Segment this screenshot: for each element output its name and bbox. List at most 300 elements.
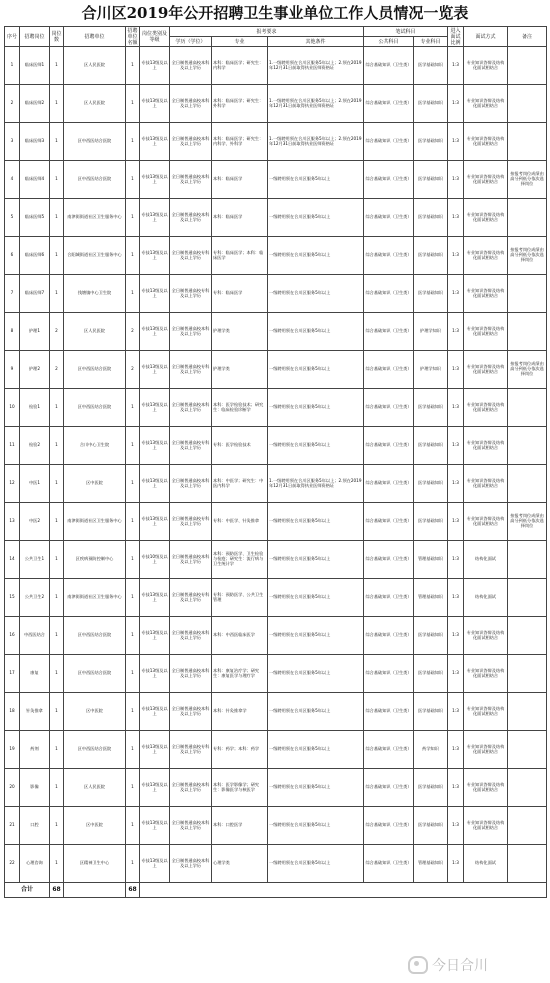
table-row: [5, 655, 547, 693]
cell-position: 公共卫生1: [20, 541, 50, 579]
cell-post-count: 2: [50, 313, 64, 351]
cell-post-count: 1: [50, 845, 64, 883]
cell-position: 临床医师4: [20, 161, 50, 199]
cell-public-subject: 综合基础知识（卫生类）: [364, 275, 414, 313]
cell-post-count: 1: [50, 161, 64, 199]
cell-post-count: 1: [50, 427, 64, 465]
cell-unit-count: 1: [126, 199, 140, 237]
cell-ratio: 1:3: [448, 693, 464, 731]
cell-seq: 16: [5, 617, 20, 655]
cell-major-subject: 护理学知识: [414, 351, 448, 389]
cell-public-subject: 综合基础知识（卫生类）: [364, 85, 414, 123]
cell-seq: 9: [5, 351, 20, 389]
cell-other: 一级聘用须在合川区服务5年以上: [268, 541, 364, 579]
cell-public-subject: 综合基础知识（卫生类）: [364, 427, 414, 465]
cell-interview: 专业知识答辩及结构化面试相结合: [464, 427, 508, 465]
cell-education: 全日制普通高校本科及以上学历: [170, 161, 212, 199]
cell-unit: 区中西医结合医院: [64, 123, 126, 161]
cell-interview: 结构化面试: [464, 845, 508, 883]
cell-remarks: [508, 541, 547, 579]
cell-other: 一级聘用须在合川区服务5年以上: [268, 769, 364, 807]
cell-education: 全日制普通高校本科及以上学历: [170, 85, 212, 123]
cell-position: 临床医师7: [20, 275, 50, 313]
cell-major: 本科：中西医临床医学: [212, 617, 268, 655]
header-unit-count: 招聘单位名额: [127, 27, 138, 46]
cell-unit: 区中西医结合医院: [64, 389, 126, 427]
cell-interview: 结构化面试: [464, 579, 508, 617]
cell-education: 全日制普通高校本科及以上学历: [170, 617, 212, 655]
cell-public-subject: 综合基础知识（卫生类）: [364, 503, 414, 541]
header-post-count: 岗位数: [50, 27, 64, 47]
cell-major: 专科：医学检验技术: [212, 427, 268, 465]
cell-position: 康复: [20, 655, 50, 693]
header-requirements: 报考要求: [170, 27, 364, 37]
table-row: [5, 541, 547, 579]
cell-public-subject: 综合基础知识（卫生类）: [364, 389, 414, 427]
cell-seq: 6: [5, 237, 20, 275]
cell-post-count: 1: [50, 237, 64, 275]
cell-major-subject: 药学知识: [414, 731, 448, 769]
cell-unit: 区中医院: [64, 807, 126, 845]
cell-remarks: 按报考岗位成绩由高分到低分依次选择岗位: [508, 161, 547, 199]
cell-major: 本科：针灸推拿学: [212, 693, 268, 731]
cell-major-subject: 管理基础知识: [414, 845, 448, 883]
cell-other: 一级聘用须在合川区服务5年以上: [268, 693, 364, 731]
cell-post-count: 1: [50, 123, 64, 161]
cell-unit: 区人民医院: [64, 769, 126, 807]
table-row: [5, 313, 547, 351]
total-label: 合计: [5, 883, 50, 898]
header-seq: 序号: [5, 27, 20, 47]
cell-education: 全日制普通高校本科及以上学历: [170, 845, 212, 883]
cell-major: 本科：临床医学；研究生：内科学: [212, 47, 268, 85]
cell-unit-count: 1: [126, 731, 140, 769]
cell-seq: 7: [5, 275, 20, 313]
cell-remarks: 按报考岗位成绩由高分到低分依次选择岗位: [508, 237, 547, 275]
cell-seq: 21: [5, 807, 20, 845]
cell-position: 临床医师1: [20, 47, 50, 85]
cell-unit: 区中医院: [64, 693, 126, 731]
cell-public-subject: 综合基础知识（卫生类）: [364, 655, 414, 693]
cell-major: 本科：临床医学: [212, 199, 268, 237]
table-row: [5, 845, 547, 883]
header-unit: 招聘单位: [64, 27, 126, 47]
cell-unit-count: 1: [126, 389, 140, 427]
cell-remarks: [508, 807, 547, 845]
cell-category: 专技13级及以上: [140, 731, 170, 769]
cell-unit-count: 1: [126, 237, 140, 275]
cell-public-subject: 综合基础知识（卫生类）: [364, 807, 414, 845]
cell-unit: 区中西医结合医院: [64, 161, 126, 199]
cell-major: 本科：医学检验技术；研究生：临床检验诊断学: [212, 389, 268, 427]
cell-category: 专技13级及以上: [140, 47, 170, 85]
cell-other: 一级聘用须在合川区服务5年以上: [268, 351, 364, 389]
table-row: [5, 47, 547, 85]
cell-other: 一级聘用须在合川区服务5年以上: [268, 731, 364, 769]
cell-post-count: 1: [50, 465, 64, 503]
page-title: 合川区2019年公开招聘卫生事业单位工作人员情况一览表: [81, 4, 469, 22]
cell-major-subject: 医学基础知识: [414, 47, 448, 85]
cell-interview: 专业知识答辩及结构化面试相结合: [464, 503, 508, 541]
cell-interview: 专业知识答辩及结构化面试相结合: [464, 617, 508, 655]
cell-major-subject: 医学基础知识: [414, 161, 448, 199]
cell-education: 全日制普通高校专科及以上学历: [170, 351, 212, 389]
cell-category: 专技13级及以上: [140, 579, 170, 617]
cell-seq: 22: [5, 845, 20, 883]
cell-ratio: 1:3: [448, 199, 464, 237]
table-body: [5, 47, 547, 883]
table-row: [5, 731, 547, 769]
cell-position: 临床医师3: [20, 123, 50, 161]
cell-education: 全日制普通高校本科及以上学历: [170, 199, 212, 237]
cell-interview: 专业知识答辩及结构化面试相结合: [464, 47, 508, 85]
header-remarks: 备注: [508, 27, 547, 47]
cell-major: 本科：预防医学、卫生检验与检疫；研究生：流行病与卫生统计学: [212, 541, 268, 579]
cell-seq: 1: [5, 47, 20, 85]
cell-post-count: 1: [50, 807, 64, 845]
cell-post-count: 1: [50, 769, 64, 807]
table-row: [5, 123, 547, 161]
cell-major: 专科：预防医学、公共卫生管理: [212, 579, 268, 617]
cell-unit: 区中西医结合医院: [64, 617, 126, 655]
cell-unit: 区人民医院: [64, 47, 126, 85]
cell-post-count: 1: [50, 731, 64, 769]
cell-position: 护理2: [20, 351, 50, 389]
cell-position: 护理1: [20, 313, 50, 351]
table-row: [5, 465, 547, 503]
cell-major: 本科：口腔医学: [212, 807, 268, 845]
table-row: [5, 85, 547, 123]
cell-remarks: [508, 465, 547, 503]
cell-major: 护理学类: [212, 313, 268, 351]
cell-position: 口腔: [20, 807, 50, 845]
cell-ratio: 1:3: [448, 503, 464, 541]
cell-education: 全日制普通高校本科及以上学历: [170, 47, 212, 85]
cell-seq: 5: [5, 199, 20, 237]
header-major-subject: 专业科目: [414, 37, 448, 47]
cell-interview: 专业知识答辩及结构化面试相结合: [464, 389, 508, 427]
cell-other: 一级聘用须在合川区服务5年以上: [268, 427, 364, 465]
table-row: [5, 503, 547, 541]
cell-major-subject: 医学基础知识: [414, 769, 448, 807]
cell-public-subject: 综合基础知识（卫生类）: [364, 123, 414, 161]
cell-unit: 南津街街道社区卫生服务中心: [64, 503, 126, 541]
header-exam: 笔试科目: [364, 27, 448, 37]
total-spacer: [140, 883, 547, 898]
cell-other: 一级聘用须在合川区服务5年以上: [268, 845, 364, 883]
cell-public-subject: 综合基础知识（卫生类）: [364, 199, 414, 237]
cell-other: 一级聘用须在合川区服务5年以上: [268, 161, 364, 199]
cell-seq: 18: [5, 693, 20, 731]
cell-ratio: 1:3: [448, 807, 464, 845]
cell-interview: 专业知识答辩及结构化面试相结合: [464, 769, 508, 807]
cell-major-subject: 医学基础知识: [414, 617, 448, 655]
cell-unit-count: 1: [126, 807, 140, 845]
recruitment-table: [4, 26, 547, 898]
cell-major-subject: 管理基础知识: [414, 579, 448, 617]
cell-other: 1.一级聘用须在合川区服务5年以上；2.须在2019年12月31日前取得执业医师资格证: [268, 465, 364, 503]
cell-ratio: 1:3: [448, 541, 464, 579]
cell-remarks: [508, 313, 547, 351]
cell-post-count: 2: [50, 351, 64, 389]
cell-category: 专技13级及以上: [140, 237, 170, 275]
cell-category: 专技13级及以上: [140, 351, 170, 389]
cell-seq: 11: [5, 427, 20, 465]
cell-unit: 合川中心卫生院: [64, 427, 126, 465]
header-public-subject: 公共科目: [364, 37, 414, 47]
cell-unit-count: 2: [126, 351, 140, 389]
cell-remarks: [508, 427, 547, 465]
cell-seq: 4: [5, 161, 20, 199]
cell-category: 专技13级及以上: [140, 313, 170, 351]
cell-major-subject: 医学基础知识: [414, 503, 448, 541]
cell-seq: 13: [5, 503, 20, 541]
cell-ratio: 1:3: [448, 161, 464, 199]
cell-public-subject: 综合基础知识（卫生类）: [364, 351, 414, 389]
cell-unit: 区人民医院: [64, 313, 126, 351]
cell-unit-count: 1: [126, 123, 140, 161]
cell-interview: 专业知识答辩及结构化面试相结合: [464, 655, 508, 693]
cell-public-subject: 综合基础知识（卫生类）: [364, 693, 414, 731]
cell-education: 全日制普通高校本科及以上学历: [170, 389, 212, 427]
total-row: [5, 883, 547, 898]
cell-remarks: [508, 579, 547, 617]
watermark-text: 今日合川: [432, 958, 488, 974]
cell-public-subject: 综合基础知识（卫生类）: [364, 579, 414, 617]
header-other: 其他条件: [268, 37, 364, 47]
cell-category: 专技13级及以上: [140, 807, 170, 845]
cell-education: 全日制普通高校本科及以上学历: [170, 123, 212, 161]
cell-interview: 专业知识答辩及结构化面试相结合: [464, 275, 508, 313]
cell-seq: 10: [5, 389, 20, 427]
cell-other: 一级聘用须在合川区服务5年以上: [268, 579, 364, 617]
cell-remarks: [508, 655, 547, 693]
header-major: 专业: [212, 37, 268, 47]
cell-unit-count: 1: [126, 275, 140, 313]
cell-interview: 专业知识答辩及结构化面试相结合: [464, 161, 508, 199]
cell-unit: 南津街街道社区卫生服务中心: [64, 579, 126, 617]
cell-other: 一级聘用须在合川区服务5年以上: [268, 237, 364, 275]
cell-unit-count: 1: [126, 47, 140, 85]
cell-education: 全日制普通高校专科及以上学历: [170, 275, 212, 313]
cell-post-count: 1: [50, 503, 64, 541]
header-interview: 面试方式: [464, 27, 508, 47]
cell-category: 专技13级及以上: [140, 845, 170, 883]
cell-education: 全日制普通高校专科及以上学历: [170, 503, 212, 541]
cell-interview: 专业知识答辩及结构化面试相结合: [464, 123, 508, 161]
cell-major-subject: 医学基础知识: [414, 655, 448, 693]
cell-other: 一级聘用须在合川区服务5年以上: [268, 389, 364, 427]
cell-education: 全日制普通高校本科及以上学历: [170, 693, 212, 731]
cell-public-subject: 综合基础知识（卫生类）: [364, 731, 414, 769]
cell-major-subject: 医学基础知识: [414, 427, 448, 465]
cell-public-subject: 综合基础知识（卫生类）: [364, 161, 414, 199]
cell-major: 护理学类: [212, 351, 268, 389]
cell-ratio: 1:3: [448, 313, 464, 351]
cell-major: 本科：临床医学: [212, 161, 268, 199]
cell-education: 全日制普通高校专科及以上学历: [170, 237, 212, 275]
cell-ratio: 1:3: [448, 275, 464, 313]
cell-unit: 区精神卫生中心: [64, 845, 126, 883]
cell-ratio: 1:3: [448, 123, 464, 161]
cell-interview: 专业知识答辩及结构化面试相结合: [464, 731, 508, 769]
cell-seq: 17: [5, 655, 20, 693]
cell-unit-count: 1: [126, 655, 140, 693]
cell-interview: 专业知识答辩及结构化面试相结合: [464, 693, 508, 731]
cell-ratio: 1:3: [448, 617, 464, 655]
cell-remarks: [508, 85, 547, 123]
cell-category: 专技13级及以上: [140, 655, 170, 693]
cell-other: 一级聘用须在合川区服务5年以上: [268, 275, 364, 313]
header-category: 岗位类别及等级: [140, 27, 170, 47]
cell-unit-count: 1: [126, 427, 140, 465]
cell-other: 一级聘用须在合川区服务5年以上: [268, 655, 364, 693]
cell-interview: 专业知识答辩及结构化面试相结合: [464, 237, 508, 275]
cell-other: 1.一级聘用须在合川区服务5年以上；2.须在2019年12月31日前取得执业医师资格证: [268, 85, 364, 123]
cell-major-subject: 医学基础知识: [414, 465, 448, 503]
cell-position: 公共卫生2: [20, 579, 50, 617]
cell-seq: 2: [5, 85, 20, 123]
cell-post-count: 1: [50, 199, 64, 237]
cell-position: 检验1: [20, 389, 50, 427]
cell-post-count: 1: [50, 693, 64, 731]
cell-unit-count: 1: [126, 503, 140, 541]
table-row: [5, 579, 547, 617]
cell-seq: 12: [5, 465, 20, 503]
watermark: [408, 955, 488, 975]
table-row: [5, 389, 547, 427]
table-row: [5, 275, 547, 313]
cell-position: 临床医师2: [20, 85, 50, 123]
total-posts: 68: [50, 883, 64, 898]
table-row: [5, 693, 547, 731]
cell-unit-count: 1: [126, 845, 140, 883]
cell-ratio: 1:3: [448, 351, 464, 389]
header-position: 招聘岗位: [20, 27, 50, 47]
cell-unit-count: 1: [126, 579, 140, 617]
cell-category: 专技13级及以上: [140, 693, 170, 731]
cell-major-subject: 医学基础知识: [414, 389, 448, 427]
cell-ratio: 1:3: [448, 731, 464, 769]
cell-unit: 南津街街道社区卫生服务中心: [64, 199, 126, 237]
cell-unit: 合阳城街道社区卫生服务中心: [64, 237, 126, 275]
cell-category: 专技13级及以上: [140, 769, 170, 807]
cell-ratio: 1:3: [448, 47, 464, 85]
cell-major-subject: 医学基础知识: [414, 85, 448, 123]
cell-major: 本科：医学影像学；研究生：影像医学与核医学: [212, 769, 268, 807]
cell-other: 一级聘用须在合川区服务5年以上: [268, 617, 364, 655]
cell-remarks: [508, 693, 547, 731]
cell-unit-count: 1: [126, 769, 140, 807]
cell-education: 全日制普通高校专科及以上学历: [170, 731, 212, 769]
cell-education: 全日制普通高校专科及以上学历: [170, 427, 212, 465]
cell-post-count: 1: [50, 275, 64, 313]
cell-seq: 15: [5, 579, 20, 617]
cell-unit-count: 1: [126, 693, 140, 731]
cell-education: 全日制普通高校本科及以上学历: [170, 313, 212, 351]
table-row: [5, 161, 547, 199]
header-ratio: 进入面试比例: [448, 27, 464, 47]
cell-remarks: 按报考岗位成绩由高分到低分依次选择岗位: [508, 503, 547, 541]
cell-major: 本科：中医学；研究生：中医内科学: [212, 465, 268, 503]
cell-remarks: [508, 769, 547, 807]
cell-ratio: 1:3: [448, 769, 464, 807]
cell-category: 专技13级及以上: [140, 123, 170, 161]
cell-seq: 8: [5, 313, 20, 351]
cell-position: 临床医师5: [20, 199, 50, 237]
cell-post-count: 1: [50, 617, 64, 655]
cell-ratio: 1:3: [448, 845, 464, 883]
cell-position: 针灸推拿: [20, 693, 50, 731]
cell-remarks: [508, 275, 547, 313]
cell-ratio: 1:3: [448, 579, 464, 617]
cell-category: 专技13级及以上: [140, 199, 170, 237]
cell-category: 专技13级及以上: [140, 503, 170, 541]
cell-category: 专技13级及以上: [140, 275, 170, 313]
cell-interview: 专业知识答辩及结构化面试相结合: [464, 313, 508, 351]
cell-other: 一级聘用须在合川区服务5年以上: [268, 313, 364, 351]
total-units: 68: [126, 883, 140, 898]
cell-major: 本科：康复治疗学；研究生：康复医学与理疗学: [212, 655, 268, 693]
cell-public-subject: 综合基础知识（卫生类）: [364, 617, 414, 655]
cell-seq: 3: [5, 123, 20, 161]
cell-education: 全日制普通高校本科及以上学历: [170, 769, 212, 807]
cell-public-subject: 综合基础知识（卫生类）: [364, 541, 414, 579]
table-row: [5, 617, 547, 655]
cell-position: 中西医结合: [20, 617, 50, 655]
cell-unit: 钱塘镇中心卫生院: [64, 275, 126, 313]
cell-unit-count: 1: [126, 465, 140, 503]
cell-unit: 区中西医结合医院: [64, 655, 126, 693]
cell-education: 全日制普通高校本科及以上学历: [170, 655, 212, 693]
cell-category: 专技13级及以上: [140, 85, 170, 123]
cell-education: 全日制普通高校本科及以上学历: [170, 807, 212, 845]
cell-unit: 区中西医结合医院: [64, 351, 126, 389]
cell-category: 专技10级及以上: [140, 541, 170, 579]
cell-unit-count: 1: [126, 161, 140, 199]
cell-other: 1.一级聘用须在合川区服务5年以上；2.须在2019年12月31日前取得执业医师资格证: [268, 123, 364, 161]
cell-post-count: 1: [50, 655, 64, 693]
cell-major-subject: 护理学知识: [414, 313, 448, 351]
cell-ratio: 1:3: [448, 427, 464, 465]
cell-interview: 专业知识答辩及结构化面试相结合: [464, 351, 508, 389]
cell-ratio: 1:3: [448, 237, 464, 275]
cell-public-subject: 综合基础知识（卫生类）: [364, 845, 414, 883]
cell-post-count: 1: [50, 541, 64, 579]
cell-category: 专技13级及以上: [140, 389, 170, 427]
cell-interview: 专业知识答辩及结构化面试相结合: [464, 85, 508, 123]
cell-ratio: 1:3: [448, 85, 464, 123]
cell-position: 影像: [20, 769, 50, 807]
cell-unit: 区人民医院: [64, 85, 126, 123]
cell-seq: 20: [5, 769, 20, 807]
cell-unit-count: 1: [126, 541, 140, 579]
cell-major: 专科：药学；本科：药学: [212, 731, 268, 769]
cell-unit: 区中西医结合医院: [64, 731, 126, 769]
cell-education: 全日制普通高校本科及以上学历: [170, 465, 212, 503]
cell-interview: 专业知识答辩及结构化面试相结合: [464, 199, 508, 237]
cell-major: 专科：中医学、针灸推拿: [212, 503, 268, 541]
cell-major: 心理学类: [212, 845, 268, 883]
cell-public-subject: 综合基础知识（卫生类）: [364, 769, 414, 807]
table-row: [5, 237, 547, 275]
cell-remarks: [508, 47, 547, 85]
cell-interview: 结构化面试: [464, 541, 508, 579]
cell-other: 一级聘用须在合川区服务5年以上: [268, 807, 364, 845]
cell-position: 心理咨询: [20, 845, 50, 883]
cell-ratio: 1:3: [448, 389, 464, 427]
cell-major-subject: 医学基础知识: [414, 275, 448, 313]
